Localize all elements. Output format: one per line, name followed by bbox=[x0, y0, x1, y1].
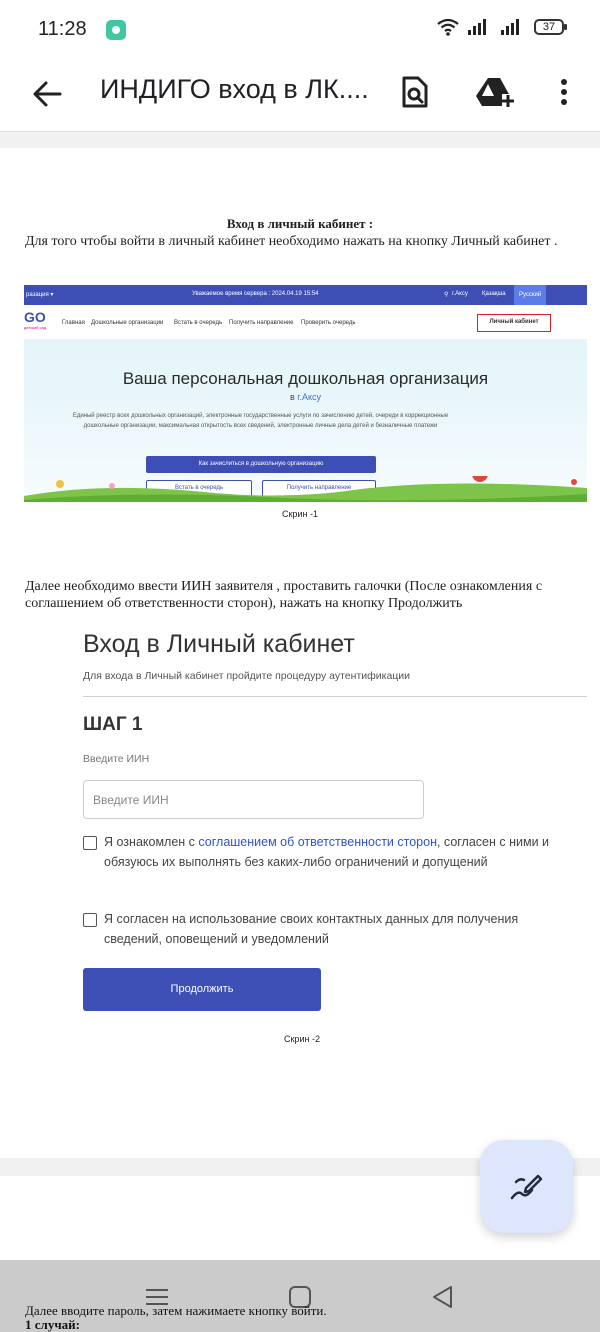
agreement-link: соглашением об ответственности сторон bbox=[198, 835, 437, 849]
more-vert-icon bbox=[542, 70, 586, 114]
status-bar bbox=[0, 0, 600, 60]
screenshot-main-page bbox=[24, 285, 587, 502]
consent-checkbox bbox=[83, 913, 97, 927]
direction-button: Получить направление bbox=[262, 480, 376, 497]
doc-paragraph-1: Для того чтобы войти в личный кабинет необходимо нажать на кнопку Личный кабинет . bbox=[25, 234, 558, 249]
nav-item-orgs: Дошкольные организации bbox=[91, 320, 164, 326]
doc-heading: Вход в личный кабинет : bbox=[226, 216, 374, 231]
hero-city-link: г.Аксу bbox=[297, 392, 322, 402]
caption-screen-1: Скрин -1 bbox=[282, 509, 318, 519]
doc-paragraph-2-line-1: Далее необходимо ввести ИИН заявителя , проставить галочки (После ознакомления с bbox=[25, 579, 543, 594]
lang-russian: Русский bbox=[514, 285, 546, 305]
triangle-back-icon bbox=[428, 1282, 458, 1312]
step-label: ШАГ 1 bbox=[83, 714, 143, 735]
more-options-button[interactable] bbox=[542, 70, 586, 114]
edit-fab[interactable] bbox=[480, 1140, 573, 1233]
agreement-prefix: Я ознакомлен с bbox=[104, 835, 199, 849]
nav-item-queue: Встать в очередь bbox=[174, 320, 223, 326]
doc-paragraph-3-line-2: 1 случай: bbox=[25, 1317, 80, 1332]
battery-icon: 37 bbox=[534, 19, 564, 35]
iin-label: Введите ИИН bbox=[83, 753, 150, 765]
back-button[interactable] bbox=[26, 72, 70, 116]
lang-kazakh: Қазақша bbox=[482, 291, 506, 297]
agreement-text bbox=[104, 832, 564, 872]
login-subtitle: Для входа в Личный кабинет пройдите процедуру аутентификации bbox=[83, 670, 411, 682]
find-in-document-button[interactable] bbox=[392, 70, 436, 114]
system-back-button[interactable] bbox=[428, 1282, 458, 1312]
doc-paragraph-2 bbox=[25, 578, 585, 612]
logo-text: GO bbox=[24, 309, 46, 325]
doc-paragraph-2-line-2: соглашением об ответственности сторон), нажать на кнопку Продолжить bbox=[25, 596, 463, 611]
agreement-suffix: , согласен с ними и обязуюсь их выполнять без каких-либо ограничений и допущений bbox=[104, 835, 550, 869]
screenshot-login-form bbox=[24, 626, 587, 1056]
topbar-left: разация ▾ bbox=[26, 292, 54, 298]
site-topbar bbox=[24, 285, 587, 305]
iin-input: Введите ИИН bbox=[83, 780, 424, 819]
login-title: Вход в Личный кабинет bbox=[83, 630, 355, 658]
document-page bbox=[0, 148, 600, 1158]
cabinet-button-highlighted: Личный кабинет bbox=[477, 314, 551, 332]
site-nav bbox=[24, 305, 587, 339]
status-icons bbox=[437, 18, 564, 36]
enroll-button: Как зачислиться в дошкольную организацию bbox=[146, 456, 376, 473]
continue-button: Продолжить bbox=[83, 968, 321, 1011]
divider bbox=[83, 696, 587, 697]
hero-description: Единый реестр всех дошкольных организаций, электронные государственные услуги по зачислению детей, очереди в коррекционные дошкольные организации, максимальная открытость всех сведений, электронные личные дела детей и безналичные платежи bbox=[72, 413, 449, 429]
doc-paragraph-3 bbox=[25, 1304, 327, 1332]
agreement-checkbox bbox=[83, 836, 97, 850]
signal-icon bbox=[468, 19, 492, 35]
grass-illustration bbox=[24, 476, 587, 502]
save-to-drive-button[interactable] bbox=[472, 70, 516, 114]
hero-city-prefix: в bbox=[289, 392, 295, 402]
hero-city bbox=[24, 392, 587, 402]
hero-title: Ваша персональная дошкольная организация bbox=[122, 369, 489, 388]
edit-pen-icon bbox=[508, 1168, 544, 1204]
app-bar bbox=[0, 60, 600, 132]
doc-paragraph-3-line-1: Далее вводите пароль, затем нажимаете кнопку войти. bbox=[25, 1303, 327, 1318]
site-logo bbox=[24, 309, 46, 330]
drive-add-icon bbox=[472, 70, 516, 114]
server-time: Уважаемое время сервера : 2024.04.19 15:54 bbox=[192, 291, 319, 297]
document-title: ИНДИГО вход в ЛК.... bbox=[100, 74, 369, 104]
notification-app-icon bbox=[106, 20, 126, 40]
nav-item-direction: Получить направление bbox=[229, 320, 294, 326]
topbar-city: г.Аксу bbox=[452, 291, 468, 297]
status-time: 11:28 bbox=[38, 18, 87, 40]
caption-screen-2: Скрин -2 bbox=[284, 1034, 320, 1044]
consent-text: Я согласен на использование своих контактных данных для получения сведений, оповещений и уведомлений bbox=[104, 912, 519, 946]
file-search-icon bbox=[392, 70, 436, 114]
location-icon: ⚲ bbox=[444, 292, 449, 298]
arrow-left-icon bbox=[26, 72, 70, 116]
logo-sub: детский сад bbox=[24, 325, 47, 330]
signal-icon-2 bbox=[501, 19, 525, 35]
nav-item-check: Проверить очередь bbox=[301, 320, 356, 326]
queue-button: Встать в очередь bbox=[146, 480, 252, 497]
nav-item-main: Главная bbox=[62, 320, 85, 326]
wifi-icon bbox=[437, 18, 459, 36]
